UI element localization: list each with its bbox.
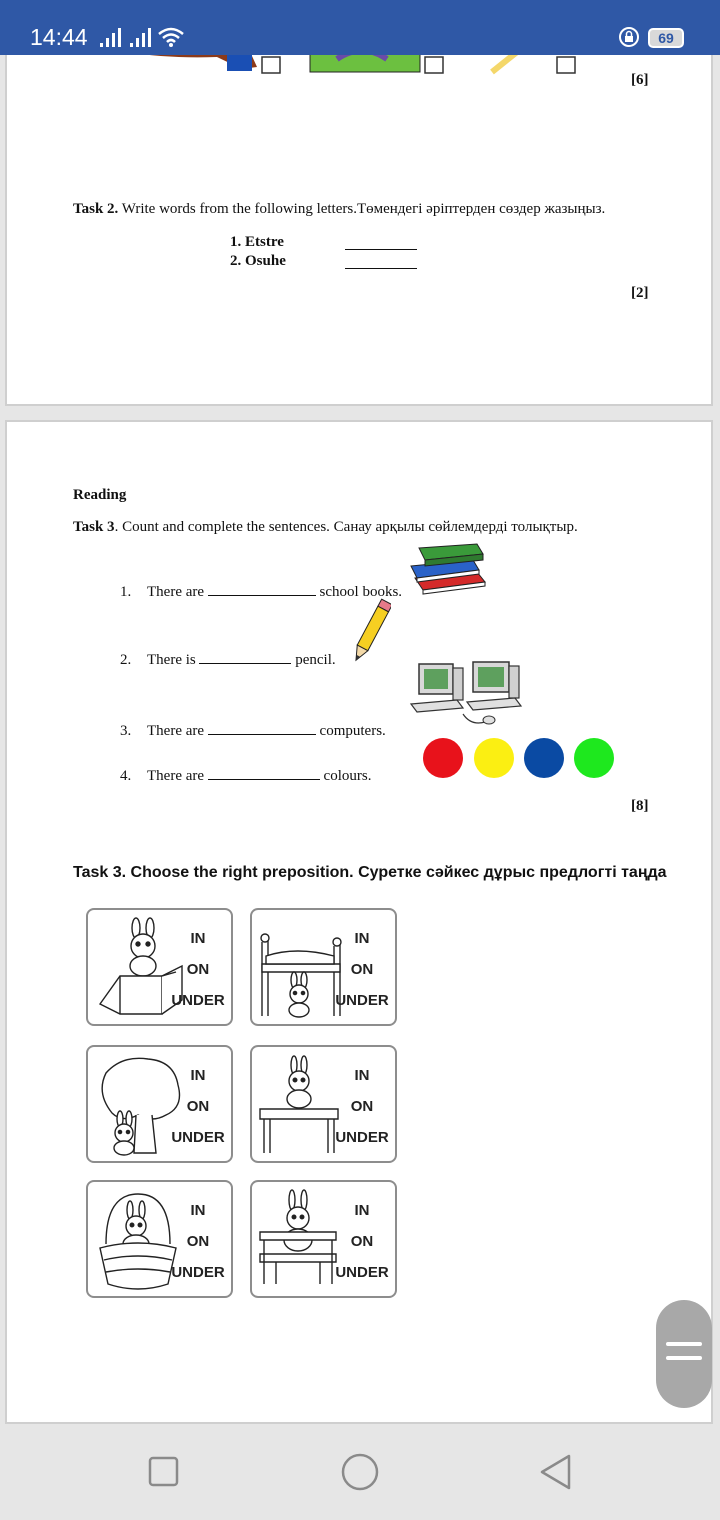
score-task2: [2]: [631, 285, 649, 301]
computers-picture: [407, 660, 531, 734]
colour-dot-green: [574, 738, 614, 778]
item-number: 2.: [230, 253, 242, 269]
sentence-2: 2. There is pencil.: [120, 649, 336, 669]
option-in[interactable]: IN: [190, 930, 206, 947]
colour-dot-blue: [524, 738, 564, 778]
home-icon[interactable]: [340, 1452, 380, 1492]
option-in[interactable]: IN: [354, 930, 370, 947]
score-task3: [8]: [631, 798, 649, 814]
sentence-4: 4. There are colours.: [120, 765, 371, 785]
task3b-title: Task 3. Choose the right preposition. Суретке сәйкес дұрыс предлогті таңда: [73, 864, 667, 881]
document-page-1: [5, 0, 713, 406]
scrambled-word: Etstre: [245, 234, 284, 250]
option-on[interactable]: ON: [186, 1098, 210, 1115]
task2-label: Task 2.: [73, 201, 119, 217]
preposition-card: [86, 908, 233, 1026]
battery-indicator: 69: [648, 28, 684, 48]
option-in[interactable]: IN: [354, 1067, 370, 1084]
pencil-picture: [351, 596, 391, 668]
colour-dot-yellow: [474, 738, 514, 778]
answer-blank[interactable]: [208, 581, 316, 596]
answer-blank[interactable]: [208, 765, 320, 780]
colour-dot-red: [423, 738, 463, 778]
option-under[interactable]: UNDER: [335, 992, 389, 1009]
option-in[interactable]: IN: [354, 1202, 370, 1219]
option-under[interactable]: UNDER: [335, 1264, 389, 1281]
task2-item: [230, 234, 284, 251]
answer-blank[interactable]: [345, 235, 417, 250]
scrambled-word: Osuhe: [245, 253, 286, 269]
preposition-card: [250, 908, 397, 1026]
signal-icon: [100, 28, 122, 48]
task2-text: Write words from the following letters.Төмендегі әріптерден сөздер жазыңыз.: [118, 201, 606, 217]
books-picture: [407, 538, 489, 600]
option-on[interactable]: ON: [186, 1233, 210, 1250]
status-bar: [0, 0, 720, 55]
answer-blank[interactable]: [199, 649, 291, 664]
option-under[interactable]: UNDER: [171, 1264, 225, 1281]
option-under[interactable]: UNDER: [171, 992, 225, 1009]
lock-rotation-icon: [618, 26, 640, 48]
recent-apps-icon[interactable]: [148, 1456, 180, 1488]
wifi-icon: [157, 26, 185, 48]
option-under[interactable]: UNDER: [171, 1129, 225, 1146]
preposition-card: [86, 1180, 233, 1298]
option-under[interactable]: UNDER: [335, 1129, 389, 1146]
clock: 14:44: [30, 24, 88, 50]
back-icon[interactable]: [538, 1453, 574, 1491]
answer-blank[interactable]: [208, 720, 316, 735]
handle-line: [666, 1342, 702, 1346]
preposition-card: [86, 1045, 233, 1163]
option-on[interactable]: ON: [350, 1098, 374, 1115]
task3-label: Task 3: [73, 519, 115, 535]
answer-blank[interactable]: [345, 254, 417, 269]
preposition-card: [250, 1045, 397, 1163]
scroll-handle[interactable]: [656, 1300, 712, 1408]
option-on[interactable]: ON: [350, 1233, 374, 1250]
item-number: 1.: [230, 234, 242, 250]
option-in[interactable]: IN: [190, 1067, 206, 1084]
signal-icon: [130, 28, 152, 48]
sentence-3: 3. There are computers.: [120, 720, 386, 740]
task2-instruction: [73, 201, 605, 218]
navigation-bar: [0, 1424, 720, 1520]
handle-line: [666, 1356, 702, 1360]
section-title: Reading: [73, 487, 127, 503]
sentence-1: 1. There are school books.: [120, 581, 402, 601]
option-on[interactable]: ON: [350, 961, 374, 978]
score-task1: [6]: [631, 72, 649, 88]
task3-text: . Count and complete the sentences. Санау арқылы сөйлемдерді толықтыр.: [114, 519, 578, 535]
option-in[interactable]: IN: [190, 1202, 206, 1219]
option-on[interactable]: ON: [186, 961, 210, 978]
task2-item: [230, 253, 286, 270]
document-page-2: [5, 420, 713, 1424]
task3-instruction: [73, 519, 578, 536]
preposition-card: [250, 1180, 397, 1298]
